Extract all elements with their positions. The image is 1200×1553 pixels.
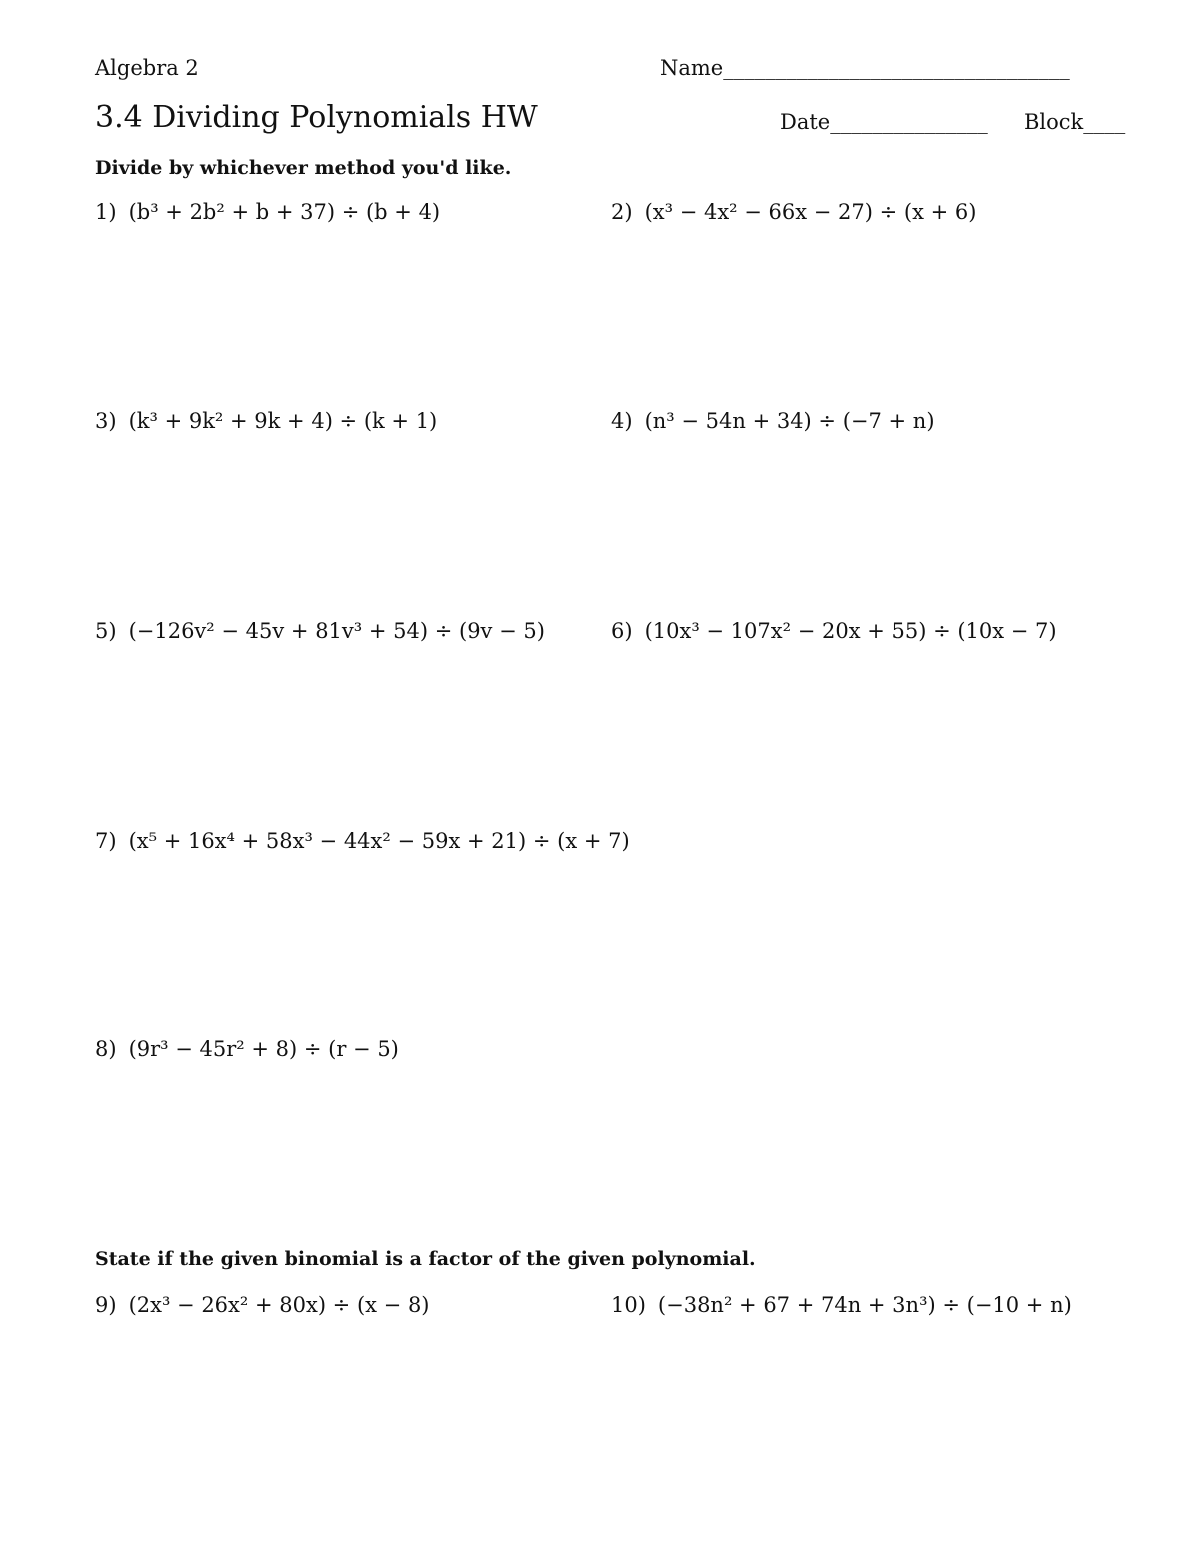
date-field: Date_______________ [780, 110, 988, 134]
problem-1 [95, 200, 440, 224]
problem-number: 4) [611, 409, 633, 433]
problem-expression: (b³ + 2b² + b + 37) ÷ (b + 4) [128, 200, 441, 224]
problem-5 [95, 619, 545, 643]
problem-8 [95, 1037, 399, 1061]
problem-expression: (n³ − 54n + 34) ÷ (−7 + n) [644, 409, 935, 433]
problem-expression: (−126v² − 45v + 81v³ + 54) ÷ (9v − 5) [128, 619, 545, 643]
problem-4 [611, 409, 935, 433]
page-title: 3.4 Dividing Polynomials HW [95, 100, 538, 135]
problem-expression: (2x³ − 26x² + 80x) ÷ (x − 8) [128, 1293, 430, 1317]
problem-number: 2) [611, 200, 633, 224]
problem-expression: (k³ + 9k² + 9k + 4) ÷ (k + 1) [128, 409, 438, 433]
problem-9 [95, 1293, 430, 1317]
block-field: Block____ [1024, 110, 1126, 134]
problem-number: 1) [95, 200, 117, 224]
name-field: Name_________________________________ [660, 56, 1070, 80]
problem-6 [611, 619, 1057, 643]
problem-number: 3) [95, 409, 117, 433]
problem-number: 8) [95, 1037, 117, 1061]
course-label: Algebra 2 [95, 56, 199, 80]
problem-7 [95, 829, 630, 853]
problem-10 [611, 1293, 1072, 1317]
section-instruction-divide: Divide by whichever method you'd like. [95, 157, 512, 179]
problem-number: 6) [611, 619, 633, 643]
problem-2 [611, 200, 976, 224]
problem-expression: (x⁵ + 16x⁴ + 58x³ − 44x² − 59x + 21) ÷ (x + 7) [128, 829, 630, 853]
problem-expression: (9r³ − 45r² + 8) ÷ (r − 5) [128, 1037, 399, 1061]
problem-number: 7) [95, 829, 117, 853]
problem-number: 9) [95, 1293, 117, 1317]
problem-3 [95, 409, 437, 433]
section-instruction-factor: State if the given binomial is a factor of the given polynomial. [95, 1248, 756, 1270]
problem-number: 5) [95, 619, 117, 643]
problem-expression: (−38n² + 67 + 74n + 3n³) ÷ (−10 + n) [657, 1293, 1072, 1317]
problem-expression: (x³ − 4x² − 66x − 27) ÷ (x + 6) [644, 200, 977, 224]
problem-number: 10) [611, 1293, 646, 1317]
problem-expression: (10x³ − 107x² − 20x + 55) ÷ (10x − 7) [644, 619, 1057, 643]
